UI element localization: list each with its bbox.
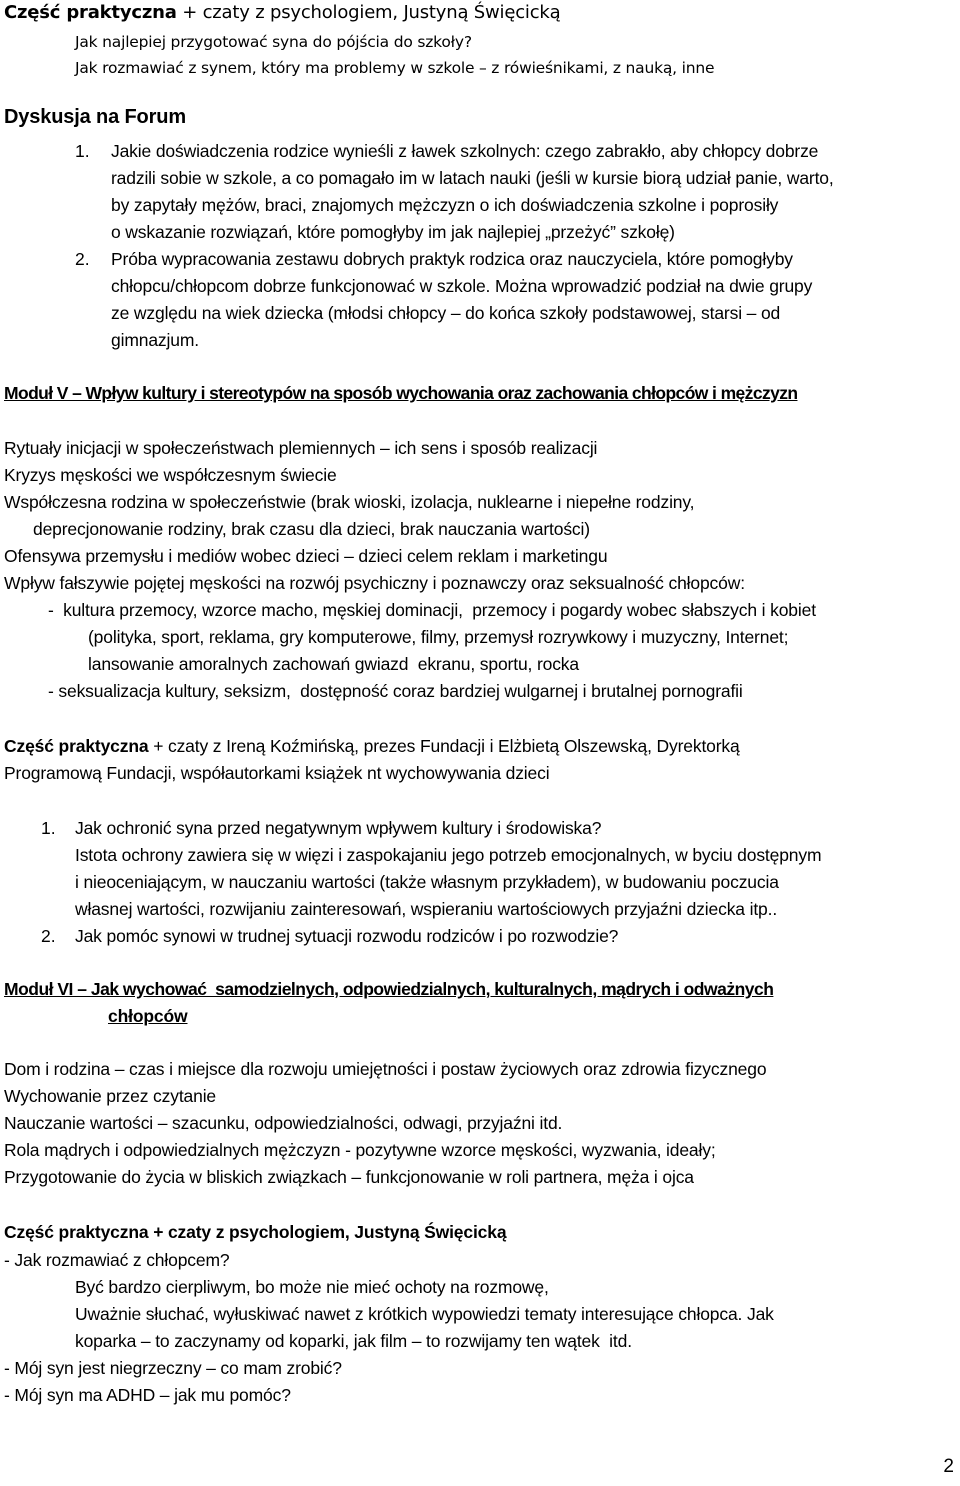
topic-line: (polityka, sport, reklama, gry komputerowe, filmy, przemysł rozrywkowy i muzyczny, Internet; (88, 627, 789, 647)
topic-line: Rola mądrych i odpowiedzialnych mężczyzn - pozytywne wzorce męskości, wyzwania, ideały; (4, 1140, 716, 1160)
topic-line: Dom i rodzina – czas i miejsce dla rozwoju umiejętności i postaw życiowych oraz zdrowia fizycznego (4, 1059, 767, 1079)
topic-line: lansowanie amoralnych zachowań gwiazd ekranu, sportu, rocka (88, 654, 579, 674)
text-line: Uważnie słuchać, wyłuskiwać nawet z krótkich wypowiedzi tematy interesujące chłopca. Jak (75, 1304, 774, 1324)
list-number: 1. (75, 141, 90, 161)
list-item-line: własnej wartości, rozwijaniu zainteresowań, wspieraniu wartościowych przyjaźni dziecka itp.. (75, 899, 778, 919)
list-item-line: chłopcu/chłopcom dobrze funkcjonować w szkole. Można wprowadzić podział na dwie grupy (111, 276, 813, 296)
text-line: - Jak rozmawiać z chłopcem? (4, 1250, 230, 1270)
list-item-line: gimnazjum. (111, 330, 199, 350)
page-number: 2 (943, 1456, 954, 1477)
text-line: - Mój syn jest niegrzeczny – co mam zrobić? (4, 1358, 342, 1378)
forum-heading: Dyskusja na Forum (4, 106, 186, 128)
module-heading-cont: chłopców (108, 1006, 188, 1026)
list-item-line: Istota ochrony zawiera się w więzi i zaspokajaniu jego potrzeb emocjonalnych, w byciu dostępnym (75, 845, 822, 865)
text-line: - Mój syn ma ADHD – jak mu pomóc? (4, 1385, 291, 1405)
list-number: 2. (75, 249, 90, 269)
heading-bold: Część praktyczna (4, 2, 177, 23)
list-number: 2. (41, 926, 56, 946)
list-item-line: Jakie doświadczenia rodzice wynieśli z ławek szkolnych: czego zabrakło, aby chłopcy dobrze (111, 141, 819, 161)
list-item-line: Próba wypracowania zestawu dobrych praktyk rodzica oraz nauczyciela, które pomogłyby (111, 249, 793, 269)
heading-line: Programową Fundacji, współautorkami książek nt wychowywania dzieci (4, 763, 550, 783)
topic-line: Nauczanie wartości – szacunku, odpowiedzialności, odwagi, przyjaźni itd. (4, 1113, 563, 1133)
section-heading (4, 735, 740, 757)
topic-line: - kultura przemocy, wzorce macho, męskiej dominacji, przemocy i pogardy wobec słabszych i kobiet (48, 600, 816, 620)
heading-rest: + czaty z Ireną Koźmińską, prezes Fundacji i Elżbietą Olszewską, Dyrektorką (148, 736, 740, 756)
list-item-line: i nieoceniającym, w nauczaniu wartości (także własnym przykładem), w budowaniu poczucia (75, 872, 779, 892)
topic-line: - seksualizacja kultury, seksizm, dostępność coraz bardziej wulgarnej i brutalnej pornografii (48, 681, 743, 701)
topic-line: Kryzys męskości we współczesnym świecie (4, 465, 337, 485)
heading-bold: Część praktyczna (4, 736, 149, 756)
text-line: koparka – to zaczynamy od koparki, jak film – to rozwijamy ten wątek itd. (75, 1331, 632, 1351)
topic-line: Wpływ fałszywie pojętej męskości na rozwój psychiczny i poznawczy oraz seksualność chłopców: (4, 573, 745, 593)
topic-line: Wychowanie przez czytanie (4, 1086, 217, 1106)
list-item-line: Jak pomóc synowi w trudnej sytuacji rozwodu rodziców i po rozwodzie? (75, 926, 619, 946)
topic-line: Współczesna rodzina w społeczeństwie (brak wioski, izolacja, nuklearne i niepełne rodziny, (4, 492, 695, 512)
section-heading (4, 2, 560, 24)
section-heading: Część praktyczna + czaty z psychologiem, Justyną Święcicką (4, 1222, 507, 1242)
heading-rest: + czaty z psychologiem, Justyną Święcicką (176, 2, 561, 23)
list-item-line: ze względu na wiek dziecka (młodsi chłopcy – do końca szkoły podstawowej, starsi – od (111, 303, 781, 323)
topic-line: Rytuały inicjacji w społeczeństwach plemiennych – ich sens i sposób realizacji (4, 438, 598, 458)
text-line: Jak najlepiej przygotować syna do pójścia do szkoły? (75, 33, 472, 51)
list-item-line: Jak ochronić syna przed negatywnym wpływem kultury i środowiska? (75, 818, 602, 838)
module-heading: Moduł V – Wpływ kultury i stereotypów na sposób wychowania oraz zachowania chłopców i mężczyzn (4, 383, 798, 403)
list-item-line: o wskazanie rozwiązań, które pomogłyby im jak najlepiej „przeżyć” szkołę) (111, 222, 675, 242)
text-line: Jak rozmawiać z synem, który ma problemy w szkole – z rówieśnikami, z nauką, inne (75, 59, 715, 77)
topic-line: Przygotowanie do życia w bliskich związkach – funkcjonowanie w roli partnera, męża i ojca (4, 1167, 694, 1187)
text-line: Być bardzo cierpliwym, bo może nie mieć ochoty na rozmowę, (75, 1277, 549, 1297)
list-number: 1. (41, 818, 56, 838)
list-item-line: by zapytały mężów, braci, znajomych mężczyzn o ich doświadczenia szkolne i poprosiły (111, 195, 779, 215)
topic-line: deprecjonowanie rodziny, brak czasu dla dzieci, brak nauczania wartości) (33, 519, 590, 539)
list-item-line: radzili sobie w szkole, a co pomagało im w latach nauki (jeśli w kursie biorą udział panie, warto, (111, 168, 834, 188)
module-heading: Moduł VI – Jak wychować samodzielnych, odpowiedzialnych, kulturalnych, mądrych i odważnych (4, 979, 774, 999)
topic-line: Ofensywa przemysłu i mediów wobec dzieci – dzieci celem reklam i marketingu (4, 546, 608, 566)
